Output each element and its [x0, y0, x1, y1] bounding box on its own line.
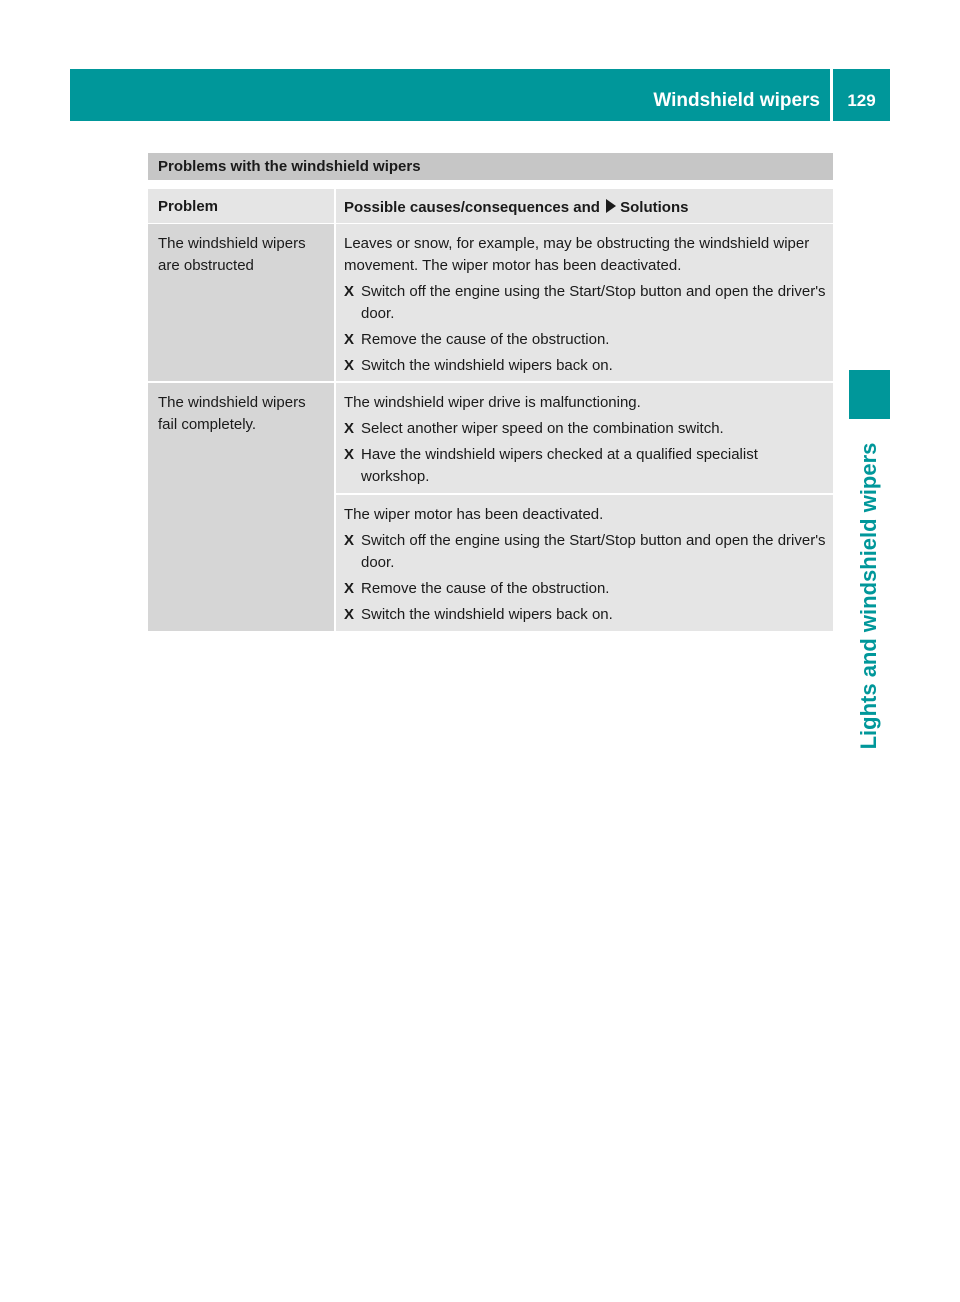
solution-step — [344, 329, 829, 351]
cause-text: Leaves or snow, for example, may be obstructing the windshield wiper movement. The wiper motor has been deactivated. — [344, 235, 810, 274]
step-text: Switch the windshield wipers back on. — [361, 357, 613, 374]
side-tab-label: Lights and windshield wipers — [856, 442, 881, 750]
step-text: Have the windshield wipers checked at a qualified specialist workshop. — [361, 446, 758, 485]
step-text: Switch off the engine using the Start/Stop button and open the driver's door. — [361, 283, 826, 322]
section-title: Windshield wipers — [653, 90, 820, 111]
solution-step — [344, 604, 829, 626]
solution-cell — [336, 224, 833, 381]
solution-step — [344, 281, 829, 325]
solution-step — [344, 444, 829, 488]
step-marker: X — [344, 420, 355, 437]
step-text: Switch the windshield wipers back on. — [361, 606, 613, 623]
solution-step — [344, 418, 829, 440]
solution-step — [344, 530, 829, 574]
solution-cell — [336, 383, 833, 493]
step-marker: X — [344, 283, 355, 300]
side-tab-marker — [849, 370, 890, 419]
step-text: Select another wiper speed on the combination switch. — [361, 420, 724, 437]
step-text: Remove the cause of the obstruction. — [361, 580, 610, 597]
column-header-problem: Problem — [148, 189, 334, 223]
cause-text: The windshield wiper drive is malfunctioning. — [344, 394, 641, 411]
problem-cell: The windshield wipers are obstructed — [148, 224, 334, 381]
column-header-solution-prefix: Possible causes/consequences and — [344, 199, 600, 216]
step-marker: X — [344, 446, 355, 463]
column-header-solution — [336, 189, 833, 223]
page-number: 129 — [847, 91, 876, 110]
header-bar — [70, 69, 890, 121]
step-marker: X — [344, 357, 355, 374]
arrow-right-icon — [606, 199, 616, 213]
solution-cell — [336, 495, 833, 631]
problem-cell: The windshield wipers fail completely. — [148, 383, 334, 631]
step-marker: X — [344, 532, 355, 549]
table-title-bar — [148, 153, 833, 180]
solution-step — [344, 578, 829, 600]
cause-text: The wiper motor has been deactivated. — [344, 506, 604, 523]
step-marker: X — [344, 331, 355, 348]
step-marker: X — [344, 606, 355, 623]
step-marker: X — [344, 580, 355, 597]
step-text: Switch off the engine using the Start/Stop button and open the driver's door. — [361, 532, 826, 571]
step-text: Remove the cause of the obstruction. — [361, 331, 610, 348]
column-header-solution-suffix: Solutions — [620, 199, 689, 216]
solution-step — [344, 355, 829, 377]
table-title: Problems with the windshield wipers — [158, 158, 421, 175]
